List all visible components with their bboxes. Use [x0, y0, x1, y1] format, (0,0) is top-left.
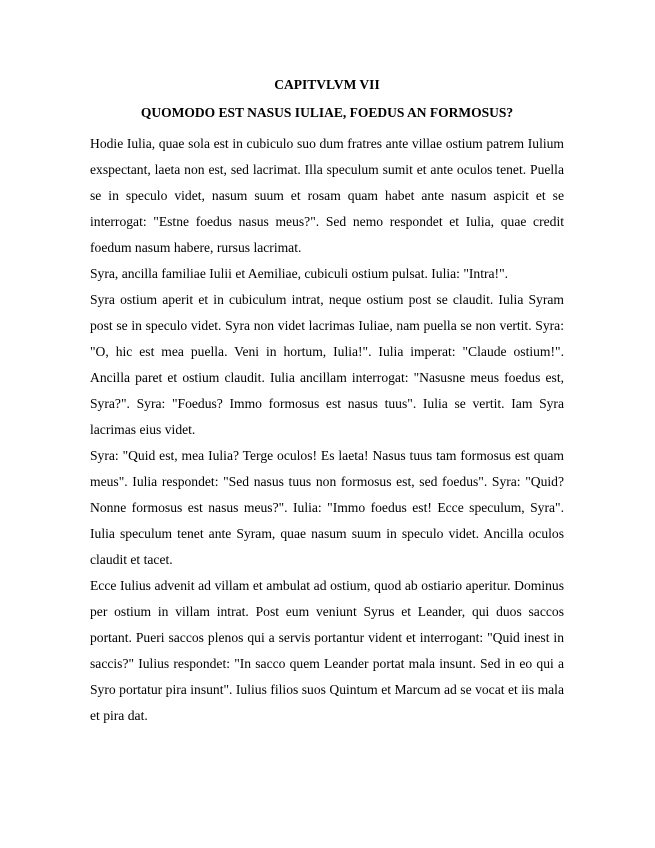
paragraph-3: Syra ostium aperit et in cubiculum intrat, neque ostium post se claudit. Iulia Syram post se in speculo videt. Syra non videt lacrimas Iuliae, nam puella se non vertit. Syra: "O, hic est mea puella. Veni in hortum, Iulia!". Iulia imperat: "Claude ostium!". Ancilla paret et ostium claudit. Iulia ancillam interrogat: "Nasusne meus foedus est, Syra?". Syra: "Foedus? Immo formosus est nasus tuus". Iulia se vertit. Iam Syra lacrimas eius videt.: [90, 292, 564, 437]
paragraph-4: Syra: "Quid est, mea Iulia? Terge oculos! Es laeta! Nasus tuus tam formosus est quam meus". Iulia respondet: "Sed nasus tuus non formosus est, sed foedus". Syra: "Quid? Nonne formosus est nasus meus?". Iulia: "Immo foedus est! Ecce speculum, Syra". Iulia speculum tenet ante Syram, quae nasum suum in speculo videt. Ancilla oculos claudit et tacet.: [90, 448, 564, 567]
document-page: [90, 76, 564, 729]
chapter-title: CAPITVLVM VII: [274, 77, 380, 92]
chapter-subtitle: QUOMODO EST NASUS IULIAE, FOEDUS AN FORMOSUS?: [140, 105, 514, 120]
paragraph-1: Hodie Iulia, quae sola est in cubiculo suo dum fratres ante villae ostium patrem Iulium exspectant, laeta non est, sed lacrimat. Illa speculum sumit et ante oculos tenet. Puella se in speculo videt, nasum suum et rosam quam habet ante nasum aspicit et se interrogat: "Estne foedus nasus meus?". Sed nemo respondet et Iulia, quae credit foedum nasum habere, rursus lacrimat.: [90, 136, 564, 255]
paragraph-5: Ecce Iulius advenit ad villam et ambulat ad ostium, quod ab ostiario aperitur. Dominus per ostium in villam intrat. Post eum veniunt Syrus et Leander, qui duos saccos portant. Pueri saccos plenos qui a servis portantur vident et interrogant: "Quid inest in saccis?" Iulius respondet: "In sacco quem Leander portat mala insunt. Sed in eo qui a Syro portatur pira insunt". Iulius filios suos Quintum et Marcum ad se vocat et iis mala et pira dat.: [90, 578, 564, 723]
paragraph-2: Syra, ancilla familiae Iulii et Aemiliae, cubiculi ostium pulsat. Iulia: "Intra!".: [90, 266, 509, 281]
